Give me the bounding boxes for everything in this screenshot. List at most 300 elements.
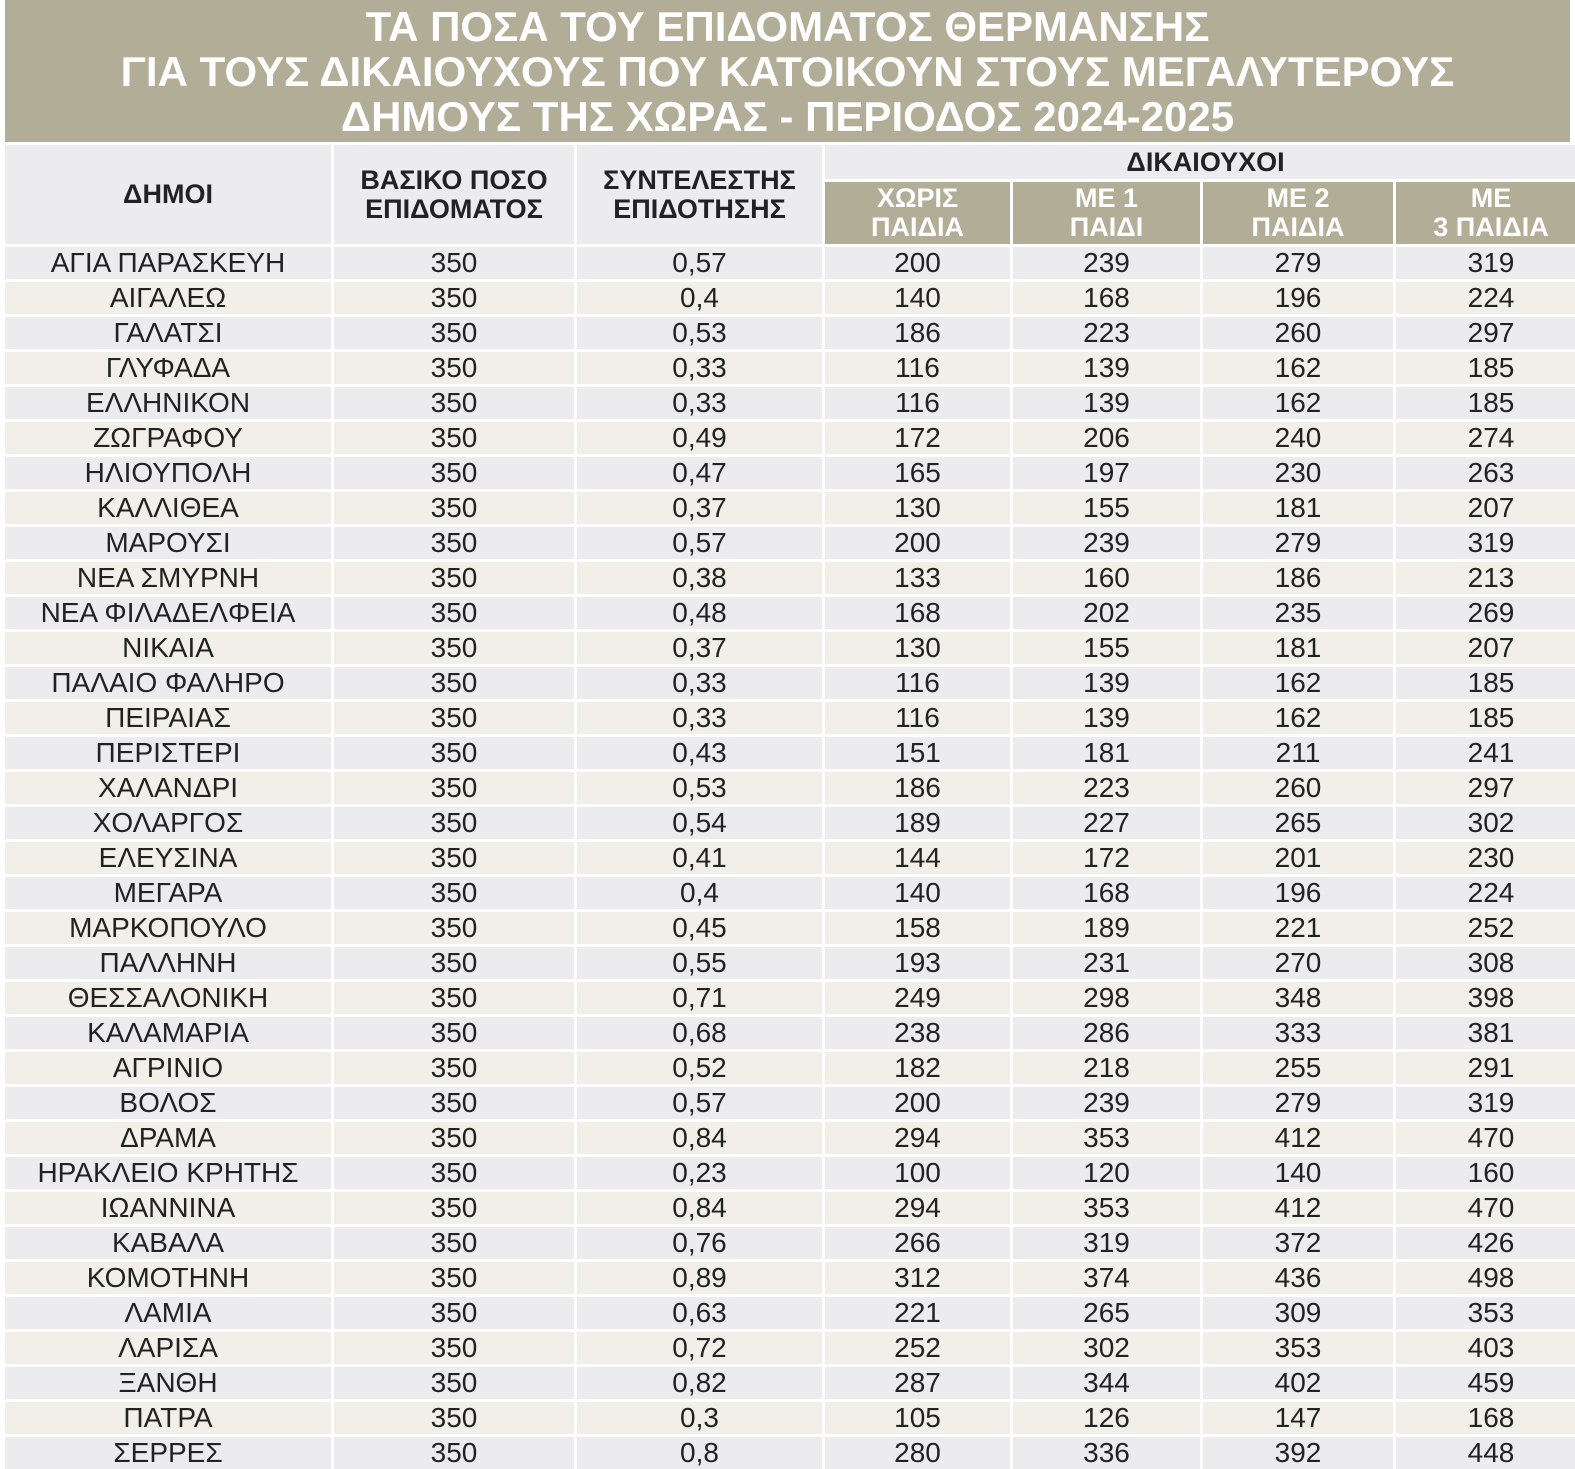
one-child-cell: 189 (1013, 909, 1200, 944)
base-amount-cell: 350 (334, 1084, 574, 1119)
two-children-cell: 348 (1203, 979, 1393, 1014)
no-children-cell: 238 (825, 1014, 1010, 1049)
coefficient-cell: 0,71 (577, 979, 822, 1014)
base-amount-cell: 350 (334, 839, 574, 874)
two-children-cell: 221 (1203, 909, 1393, 944)
base-amount-cell: 350 (334, 664, 574, 699)
title-line-3: ΔΗΜΟΥΣ ΤΗΣ ΧΩΡΑΣ - ΠΕΡΙΟΔΟΣ 2024-2025 (340, 92, 1235, 140)
three-children-cell: 213 (1396, 559, 1575, 594)
one-child-cell: 319 (1013, 1224, 1200, 1259)
coefficient-cell: 0,37 (577, 629, 822, 664)
one-child-cell: 197 (1013, 454, 1200, 489)
chart-title (5, 0, 1570, 142)
two-children-cell: 196 (1203, 279, 1393, 314)
municipality-cell: ΘΕΣΣΑΛΟΝΙΚΗ (5, 979, 331, 1014)
header-base-amount-line-2: ΕΠΙΔΟΜΑΤΟΣ (365, 193, 543, 224)
one-child-cell: 302 (1013, 1329, 1200, 1364)
one-child-cell: 120 (1013, 1154, 1200, 1189)
base-amount-cell: 350 (334, 1329, 574, 1364)
municipality-cell: ΛΑΡΙΣΑ (5, 1329, 331, 1364)
three-children-cell: 319 (1396, 244, 1575, 279)
base-amount-cell: 350 (334, 699, 574, 734)
coefficient-cell: 0,52 (577, 1049, 822, 1084)
base-amount-cell: 350 (334, 594, 574, 629)
two-children-cell: 230 (1203, 454, 1393, 489)
base-amount-cell: 350 (334, 419, 574, 454)
three-children-cell: 274 (1396, 419, 1575, 454)
no-children-cell: 158 (825, 909, 1010, 944)
municipality-cell: ΜΑΡΚΟΠΟΥΛΟ (5, 909, 331, 944)
base-amount-cell: 350 (334, 629, 574, 664)
header-coefficient-line-2: ΕΠΙΔΟΤΗΣΗΣ (613, 193, 786, 224)
table-row (5, 1084, 1575, 1119)
two-children-cell: 255 (1203, 1049, 1393, 1084)
three-children-cell: 308 (1396, 944, 1575, 979)
coefficient-cell: 0,84 (577, 1119, 822, 1154)
header-base-amount-line-1: ΒΑΣΙΚΟ ΠΟΣΟ (360, 164, 548, 195)
two-children-cell: 186 (1203, 559, 1393, 594)
municipality-cell: ΒΟΛΟΣ (5, 1084, 331, 1119)
municipality-cell: ΛΑΜΙΑ (5, 1294, 331, 1329)
three-children-cell: 185 (1396, 699, 1575, 734)
one-child-cell: 353 (1013, 1189, 1200, 1224)
coefficient-cell: 0,41 (577, 839, 822, 874)
municipality-cell: ΝΙΚΑΙΑ (5, 629, 331, 664)
coefficient-cell: 0,45 (577, 909, 822, 944)
municipality-cell: ΗΛΙΟΥΠΟΛΗ (5, 454, 331, 489)
header-municipality (5, 145, 331, 244)
no-children-cell: 116 (825, 349, 1010, 384)
coefficient-cell: 0,82 (577, 1364, 822, 1399)
no-children-cell: 266 (825, 1224, 1010, 1259)
three-children-cell: 448 (1396, 1434, 1575, 1469)
table-row (5, 664, 1575, 699)
one-child-cell: 139 (1013, 384, 1200, 419)
table-row (5, 699, 1575, 734)
base-amount-cell: 350 (334, 1434, 574, 1469)
municipality-cell: ΚΑΛΑΜΑΡΙΑ (5, 1014, 331, 1049)
one-child-cell: 155 (1013, 489, 1200, 524)
one-child-cell: 353 (1013, 1119, 1200, 1154)
two-children-cell: 279 (1203, 1084, 1393, 1119)
base-amount-cell: 350 (334, 1049, 574, 1084)
three-children-cell: 381 (1396, 1014, 1575, 1049)
coefficient-cell: 0,84 (577, 1189, 822, 1224)
municipality-cell: ΧΑΛΑΝΔΡΙ (5, 769, 331, 804)
two-children-cell: 162 (1203, 384, 1393, 419)
three-children-cell: 207 (1396, 489, 1575, 524)
three-children-cell: 160 (1396, 1154, 1575, 1189)
one-child-cell: 172 (1013, 839, 1200, 874)
base-amount-cell: 350 (334, 1364, 574, 1399)
one-child-cell: 218 (1013, 1049, 1200, 1084)
two-children-cell: 412 (1203, 1119, 1393, 1154)
coefficient-cell: 0,4 (577, 874, 822, 909)
one-child-cell: 374 (1013, 1259, 1200, 1294)
base-amount-cell: 350 (334, 1399, 574, 1434)
no-children-cell: 294 (825, 1189, 1010, 1224)
coefficient-cell: 0,57 (577, 244, 822, 279)
table-row (5, 559, 1575, 594)
two-children-cell: 333 (1203, 1014, 1393, 1049)
base-amount-cell: 350 (334, 909, 574, 944)
no-children-cell: 100 (825, 1154, 1010, 1189)
two-children-cell: 162 (1203, 349, 1393, 384)
table-body (5, 244, 1575, 1469)
two-children-cell: 279 (1203, 244, 1393, 279)
no-children-cell: 151 (825, 734, 1010, 769)
three-children-cell: 403 (1396, 1329, 1575, 1364)
header-two-children (1203, 179, 1393, 244)
base-amount-cell: 350 (334, 979, 574, 1014)
header-no-children-line-1: ΧΩΡΙΣ (876, 183, 959, 213)
header-beneficiaries-group-label: ΔΙΚΑΙΟΥΧΟΙ (1126, 146, 1285, 177)
table-row (5, 244, 1575, 279)
one-child-cell: 139 (1013, 664, 1200, 699)
table-row (5, 804, 1575, 839)
municipality-cell: ΝΕΑ ΣΜΥΡΝΗ (5, 559, 331, 594)
table-row (5, 1364, 1575, 1399)
one-child-cell: 181 (1013, 734, 1200, 769)
two-children-cell: 265 (1203, 804, 1393, 839)
coefficient-cell: 0,48 (577, 594, 822, 629)
no-children-cell: 182 (825, 1049, 1010, 1084)
table-row (5, 769, 1575, 804)
three-children-cell: 168 (1396, 1399, 1575, 1434)
three-children-cell: 319 (1396, 524, 1575, 559)
no-children-cell: 252 (825, 1329, 1010, 1364)
no-children-cell: 249 (825, 979, 1010, 1014)
two-children-cell: 392 (1203, 1434, 1393, 1469)
base-amount-cell: 350 (334, 1119, 574, 1154)
base-amount-cell: 350 (334, 1294, 574, 1329)
three-children-cell: 263 (1396, 454, 1575, 489)
municipality-cell: ΓΑΛΑΤΣΙ (5, 314, 331, 349)
table-row (5, 1224, 1575, 1259)
three-children-cell: 269 (1396, 594, 1575, 629)
no-children-cell: 105 (825, 1399, 1010, 1434)
two-children-cell: 240 (1203, 419, 1393, 454)
title-line-1: ΤΑ ΠΟΣΑ ΤΟΥ ΕΠΙΔΟΜΑΤΟΣ ΘΕΡΜΑΝΣΗΣ (365, 2, 1210, 50)
municipality-cell: ΑΙΓΑΛΕΩ (5, 279, 331, 314)
table-row (5, 594, 1575, 629)
municipality-cell: ΚΟΜΟΤΗΝΗ (5, 1259, 331, 1294)
coefficient-cell: 0,57 (577, 524, 822, 559)
base-amount-cell: 350 (334, 1259, 574, 1294)
one-child-cell: 223 (1013, 769, 1200, 804)
coefficient-cell: 0,63 (577, 1294, 822, 1329)
three-children-cell: 426 (1396, 1224, 1575, 1259)
no-children-cell: 116 (825, 664, 1010, 699)
base-amount-cell: 350 (334, 1154, 574, 1189)
no-children-cell: 116 (825, 699, 1010, 734)
header-three-children-line-1: ΜΕ (1470, 183, 1512, 213)
one-child-cell: 160 (1013, 559, 1200, 594)
base-amount-cell: 350 (334, 279, 574, 314)
two-children-cell: 372 (1203, 1224, 1393, 1259)
table-row (5, 944, 1575, 979)
title-line-2: ΓΙΑ ΤΟΥΣ ΔΙΚΑΙΟΥΧΟΥΣ ΠΟΥ ΚΑΤΟΙΚΟΥΝ ΣΤΟΥΣ ΜΕΓΑΛΥΤΕΡΟΥΣ (120, 47, 1455, 95)
table-row (5, 979, 1575, 1014)
one-child-cell: 239 (1013, 524, 1200, 559)
one-child-cell: 239 (1013, 244, 1200, 279)
header-municipality-label: ΔΗΜΟΙ (123, 179, 213, 209)
table-row (5, 734, 1575, 769)
one-child-cell: 286 (1013, 1014, 1200, 1049)
municipality-cell: ΜΕΓΑΡΑ (5, 874, 331, 909)
base-amount-cell: 350 (334, 314, 574, 349)
header-no-children-line-2: ΠΑΙΔΙΑ (871, 212, 964, 242)
three-children-cell: 398 (1396, 979, 1575, 1014)
no-children-cell: 200 (825, 524, 1010, 559)
one-child-cell: 344 (1013, 1364, 1200, 1399)
coefficient-cell: 0,8 (577, 1434, 822, 1469)
no-children-cell: 312 (825, 1259, 1010, 1294)
coefficient-cell: 0,89 (577, 1259, 822, 1294)
coefficient-cell: 0,33 (577, 384, 822, 419)
two-children-cell: 211 (1203, 734, 1393, 769)
header-no-children (825, 179, 1010, 244)
base-amount-cell: 350 (334, 559, 574, 594)
table-row (5, 279, 1575, 314)
three-children-cell: 230 (1396, 839, 1575, 874)
no-children-cell: 294 (825, 1119, 1010, 1154)
header-one-child-line-2: ΠΑΙΔΙ (1069, 212, 1144, 242)
coefficient-cell: 0,68 (577, 1014, 822, 1049)
municipality-cell: ΜΑΡΟΥΣΙ (5, 524, 331, 559)
no-children-cell: 200 (825, 1084, 1010, 1119)
table-row (5, 419, 1575, 454)
no-children-cell: 140 (825, 279, 1010, 314)
municipality-cell: ΚΑΒΑΛΑ (5, 1224, 331, 1259)
municipality-cell: ΝΕΑ ΦΙΛΑΔΕΛΦΕΙΑ (5, 594, 331, 629)
header-two-children-line-1: ΜΕ 2 (1266, 183, 1330, 213)
coefficient-cell: 0,33 (577, 699, 822, 734)
table-row (5, 1119, 1575, 1154)
coefficient-cell: 0,23 (577, 1154, 822, 1189)
table-row (5, 524, 1575, 559)
table-row (5, 874, 1575, 909)
base-amount-cell: 350 (334, 524, 574, 559)
header-three-children (1396, 179, 1575, 244)
coefficient-cell: 0,33 (577, 349, 822, 384)
municipality-cell: ΕΛΕΥΣΙΝΑ (5, 839, 331, 874)
one-child-cell: 231 (1013, 944, 1200, 979)
two-children-cell: 402 (1203, 1364, 1393, 1399)
two-children-cell: 196 (1203, 874, 1393, 909)
municipality-cell: ΧΟΛΑΡΓΟΣ (5, 804, 331, 839)
coefficient-cell: 0,4 (577, 279, 822, 314)
coefficient-cell: 0,3 (577, 1399, 822, 1434)
municipality-cell: ΠΑΛΑΙΟ ΦΑΛΗΡΟ (5, 664, 331, 699)
two-children-cell: 260 (1203, 769, 1393, 804)
two-children-cell: 270 (1203, 944, 1393, 979)
one-child-cell: 223 (1013, 314, 1200, 349)
coefficient-cell: 0,33 (577, 664, 822, 699)
table-row (5, 1154, 1575, 1189)
no-children-cell: 287 (825, 1364, 1010, 1399)
base-amount-cell: 350 (334, 804, 574, 839)
no-children-cell: 116 (825, 384, 1010, 419)
three-children-cell: 498 (1396, 1259, 1575, 1294)
no-children-cell: 144 (825, 839, 1010, 874)
table-row (5, 1014, 1575, 1049)
coefficient-cell: 0,38 (577, 559, 822, 594)
one-child-cell: 155 (1013, 629, 1200, 664)
base-amount-cell: 350 (334, 454, 574, 489)
coefficient-cell: 0,55 (577, 944, 822, 979)
two-children-cell: 147 (1203, 1399, 1393, 1434)
table-row (5, 384, 1575, 419)
one-child-cell: 168 (1013, 874, 1200, 909)
municipality-cell: ΙΩΑΝΝΙΝΑ (5, 1189, 331, 1224)
no-children-cell: 193 (825, 944, 1010, 979)
three-children-cell: 297 (1396, 769, 1575, 804)
three-children-cell: 252 (1396, 909, 1575, 944)
three-children-cell: 241 (1396, 734, 1575, 769)
base-amount-cell: 350 (334, 384, 574, 419)
two-children-cell: 181 (1203, 489, 1393, 524)
no-children-cell: 280 (825, 1434, 1010, 1469)
no-children-cell: 186 (825, 769, 1010, 804)
two-children-cell: 436 (1203, 1259, 1393, 1294)
two-children-cell: 353 (1203, 1329, 1393, 1364)
municipality-cell: ΖΩΓΡΑΦΟΥ (5, 419, 331, 454)
coefficient-cell: 0,54 (577, 804, 822, 839)
header-beneficiaries-group (825, 145, 1575, 179)
base-amount-cell: 350 (334, 1224, 574, 1259)
header-one-child (1013, 179, 1200, 244)
municipality-cell: ΕΛΛΗΝΙΚΟΝ (5, 384, 331, 419)
header-two-children-line-2: ΠΑΙΔΙΑ (1251, 212, 1345, 242)
coefficient-cell: 0,53 (577, 314, 822, 349)
three-children-cell: 185 (1396, 384, 1575, 419)
two-children-cell: 140 (1203, 1154, 1393, 1189)
base-amount-cell: 350 (334, 349, 574, 384)
municipality-cell: ΔΡΑΜΑ (5, 1119, 331, 1154)
municipality-cell: ΠΕΙΡΑΙΑΣ (5, 699, 331, 734)
municipality-cell: ΑΓΙΑ ΠΑΡΑΣΚΕΥΗ (5, 244, 331, 279)
coefficient-cell: 0,72 (577, 1329, 822, 1364)
coefficient-cell: 0,37 (577, 489, 822, 524)
municipality-cell: ΑΓΡΙΝΙΟ (5, 1049, 331, 1084)
allowance-table (2, 145, 1575, 1469)
two-children-cell: 279 (1203, 524, 1393, 559)
table-row (5, 909, 1575, 944)
base-amount-cell: 350 (334, 734, 574, 769)
three-children-cell: 291 (1396, 1049, 1575, 1084)
one-child-cell: 168 (1013, 279, 1200, 314)
no-children-cell: 172 (825, 419, 1010, 454)
three-children-cell: 185 (1396, 664, 1575, 699)
coefficient-cell: 0,57 (577, 1084, 822, 1119)
header-one-child-line-1: ΜΕ 1 (1074, 183, 1139, 213)
no-children-cell: 165 (825, 454, 1010, 489)
header-three-children-line-2: 3 ΠΑΙΔΙΑ (1433, 212, 1549, 242)
municipality-cell: ΞΑΝΘΗ (5, 1364, 331, 1399)
coefficient-cell: 0,53 (577, 769, 822, 804)
base-amount-cell: 350 (334, 944, 574, 979)
one-child-cell: 202 (1013, 594, 1200, 629)
table-row (5, 629, 1575, 664)
two-children-cell: 162 (1203, 664, 1393, 699)
table-row (5, 1259, 1575, 1294)
municipality-cell: ΗΡΑΚΛΕΙΟ ΚΡΗΤΗΣ (5, 1154, 331, 1189)
header-base-amount (334, 145, 574, 244)
municipality-cell: ΠΑΛΛΗΝΗ (5, 944, 331, 979)
three-children-cell: 353 (1396, 1294, 1575, 1329)
base-amount-cell: 350 (334, 874, 574, 909)
no-children-cell: 140 (825, 874, 1010, 909)
coefficient-cell: 0,49 (577, 419, 822, 454)
base-amount-cell: 350 (334, 244, 574, 279)
no-children-cell: 130 (825, 489, 1010, 524)
no-children-cell: 200 (825, 244, 1010, 279)
table-row (5, 489, 1575, 524)
table-row (5, 1189, 1575, 1224)
two-children-cell: 181 (1203, 629, 1393, 664)
municipality-cell: ΓΛΥΦΑΔΑ (5, 349, 331, 384)
one-child-cell: 139 (1013, 349, 1200, 384)
municipality-cell: ΣΕΡΡΕΣ (5, 1434, 331, 1469)
base-amount-cell: 350 (334, 1014, 574, 1049)
no-children-cell: 186 (825, 314, 1010, 349)
three-children-cell: 459 (1396, 1364, 1575, 1399)
base-amount-cell: 350 (334, 1189, 574, 1224)
one-child-cell: 227 (1013, 804, 1200, 839)
one-child-cell: 265 (1013, 1294, 1200, 1329)
three-children-cell: 470 (1396, 1189, 1575, 1224)
table-row (5, 349, 1575, 384)
two-children-cell: 162 (1203, 699, 1393, 734)
coefficient-cell: 0,47 (577, 454, 822, 489)
table-row (5, 1399, 1575, 1434)
table-row (5, 839, 1575, 874)
two-children-cell: 235 (1203, 594, 1393, 629)
municipality-cell: ΠΑΤΡΑ (5, 1399, 331, 1434)
base-amount-cell: 350 (334, 769, 574, 804)
one-child-cell: 336 (1013, 1434, 1200, 1469)
coefficient-cell: 0,76 (577, 1224, 822, 1259)
one-child-cell: 139 (1013, 699, 1200, 734)
municipality-cell: ΚΑΛΛΙΘΕΑ (5, 489, 331, 524)
base-amount-cell: 350 (334, 489, 574, 524)
table-row (5, 1329, 1575, 1364)
no-children-cell: 168 (825, 594, 1010, 629)
two-children-cell: 412 (1203, 1189, 1393, 1224)
header-coefficient (577, 145, 822, 244)
no-children-cell: 221 (825, 1294, 1010, 1329)
one-child-cell: 126 (1013, 1399, 1200, 1434)
three-children-cell: 302 (1396, 804, 1575, 839)
table-row (5, 1434, 1575, 1469)
no-children-cell: 189 (825, 804, 1010, 839)
three-children-cell: 470 (1396, 1119, 1575, 1154)
three-children-cell: 207 (1396, 629, 1575, 664)
three-children-cell: 224 (1396, 279, 1575, 314)
two-children-cell: 309 (1203, 1294, 1393, 1329)
three-children-cell: 297 (1396, 314, 1575, 349)
one-child-cell: 298 (1013, 979, 1200, 1014)
table-row (5, 314, 1575, 349)
header-coefficient-line-1: ΣΥΝΤΕΛΕΣΤΗΣ (603, 164, 796, 195)
municipality-cell: ΠΕΡΙΣΤΕΡΙ (5, 734, 331, 769)
three-children-cell: 185 (1396, 349, 1575, 384)
three-children-cell: 319 (1396, 1084, 1575, 1119)
no-children-cell: 133 (825, 559, 1010, 594)
table-row (5, 1294, 1575, 1329)
one-child-cell: 239 (1013, 1084, 1200, 1119)
